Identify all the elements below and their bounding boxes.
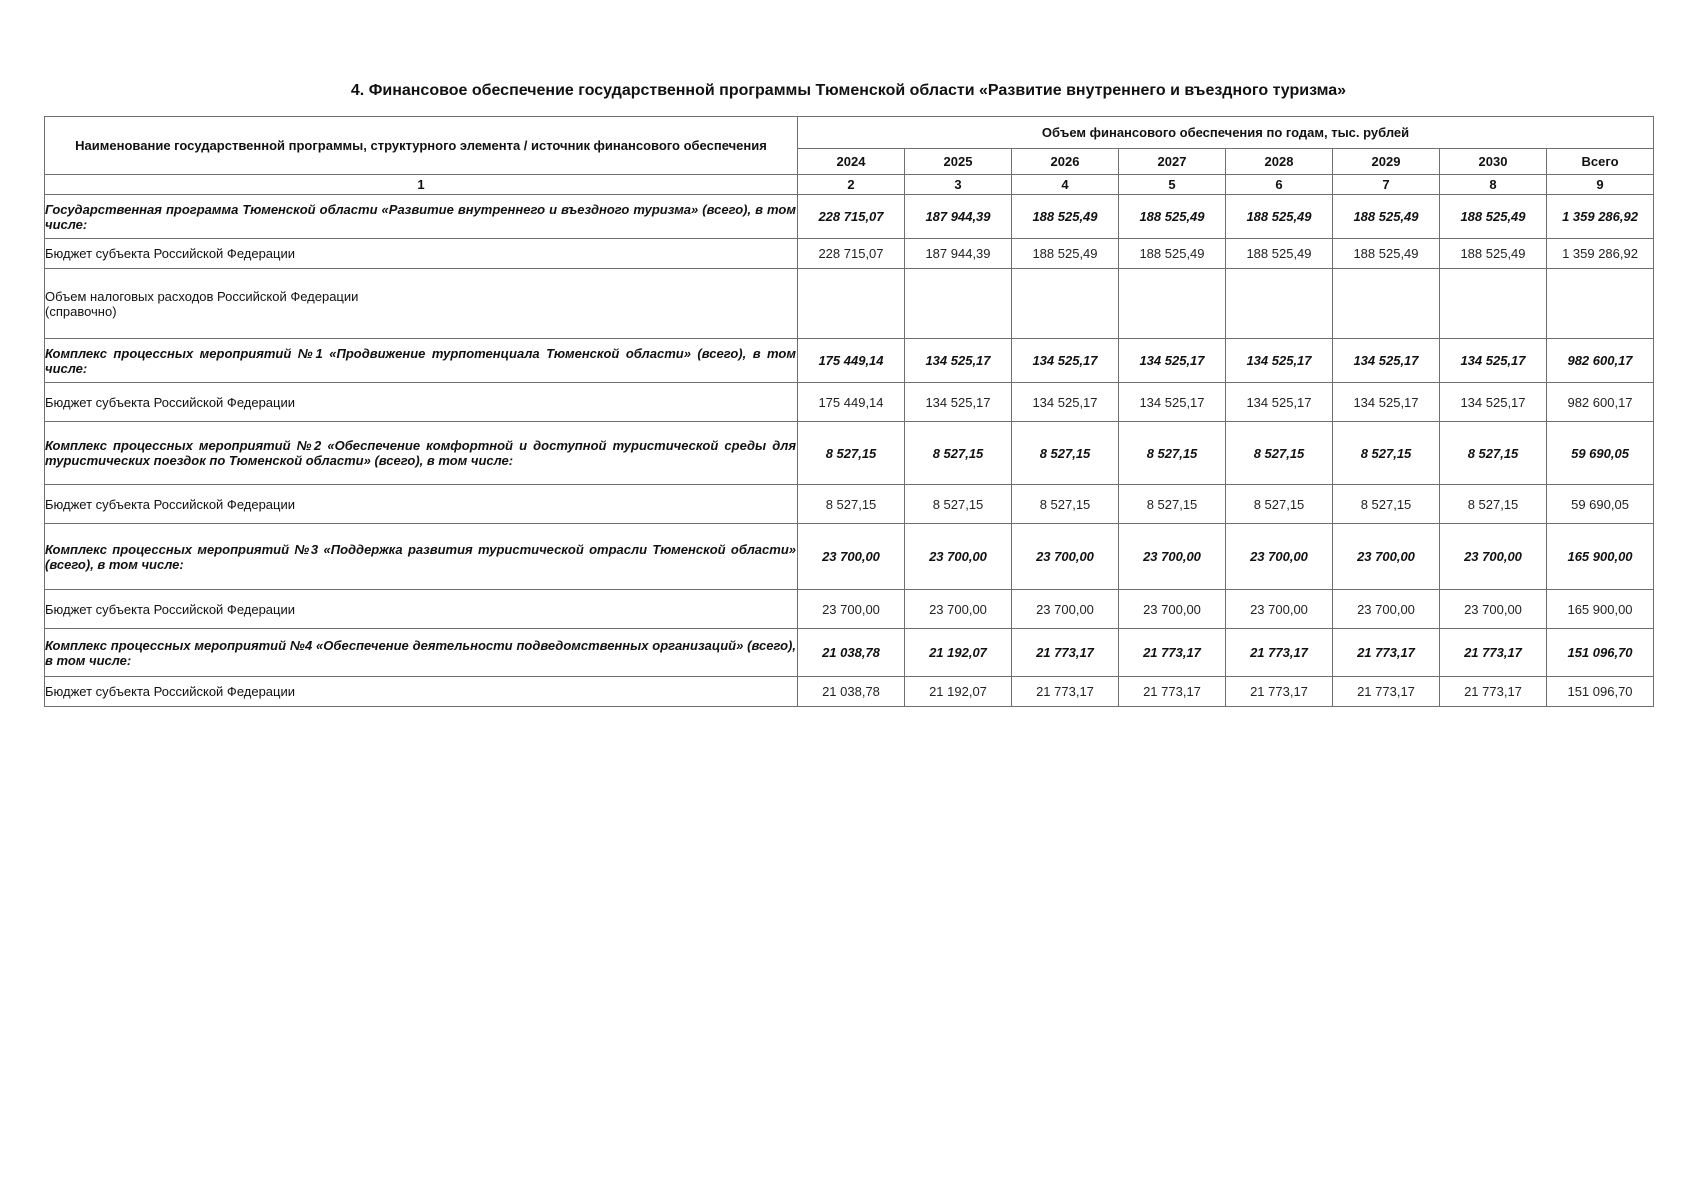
row-year-value [798, 269, 905, 339]
table-row-total [45, 195, 1654, 239]
index-row [45, 175, 1654, 195]
row-year-value: 8 527,15 [1226, 422, 1333, 485]
row-year-value [1119, 269, 1226, 339]
row-year-value: 188 525,49 [1012, 239, 1119, 269]
column-index: 2 [798, 175, 905, 195]
row-year-value: 23 700,00 [1440, 524, 1547, 590]
row-total-value: 982 600,17 [1547, 339, 1654, 383]
row-year-value [1226, 269, 1333, 339]
column-index: 3 [905, 175, 1012, 195]
row-name: Комплекс процессных мероприятий №2 «Обеспечение комфортной и доступной туристической среды для туристических поездок по Тюменской области» (всего), в том числе: [45, 422, 798, 485]
row-year-value: 21 773,17 [1119, 677, 1226, 707]
row-year-value: 23 700,00 [905, 590, 1012, 629]
row-name: Бюджет субъекта Российской Федерации [45, 677, 798, 707]
row-total-value: 151 096,70 [1547, 677, 1654, 707]
row-name: Объем налоговых расходов Российской Федерации (справочно) [45, 269, 798, 339]
row-year-value: 8 527,15 [1119, 422, 1226, 485]
row-year-value: 21 192,07 [905, 677, 1012, 707]
document-title: 4. Финансовое обеспечение государственной программы Тюменской области «Развитие внутреннего и въездного туризма» [350, 82, 1347, 99]
row-year-value: 23 700,00 [1012, 524, 1119, 590]
row-year-value: 134 525,17 [1226, 339, 1333, 383]
year-header: 2029 [1333, 149, 1440, 175]
row-year-value: 21 192,07 [905, 629, 1012, 677]
row-year-value: 21 773,17 [1333, 677, 1440, 707]
row-year-value [1440, 269, 1547, 339]
row-year-value: 187 944,39 [905, 239, 1012, 269]
row-year-value: 188 525,49 [1440, 195, 1547, 239]
row-year-value: 188 525,49 [1226, 239, 1333, 269]
row-total-value: 165 900,00 [1547, 524, 1654, 590]
column-index: 1 [45, 175, 798, 195]
row-total-value: 165 900,00 [1547, 590, 1654, 629]
table-row-total [45, 339, 1654, 383]
row-total-value: 982 600,17 [1547, 383, 1654, 422]
row-year-value [905, 269, 1012, 339]
row-year-value [1333, 269, 1440, 339]
column-index: 7 [1333, 175, 1440, 195]
row-year-value: 134 525,17 [1333, 339, 1440, 383]
row-year-value: 23 700,00 [1333, 590, 1440, 629]
row-year-value: 175 449,14 [798, 339, 905, 383]
row-year-value: 188 525,49 [1226, 195, 1333, 239]
row-year-value: 188 525,49 [1012, 195, 1119, 239]
row-year-value: 8 527,15 [1440, 485, 1547, 524]
row-year-value: 21 773,17 [1226, 677, 1333, 707]
table-row-total [45, 524, 1654, 590]
column-index: 4 [1012, 175, 1119, 195]
row-year-value: 188 525,49 [1333, 195, 1440, 239]
year-header: 2024 [798, 149, 905, 175]
row-name: Государственная программа Тюменской области «Развитие внутреннего и въездного туризма» (всего), в том числе: [45, 195, 798, 239]
row-year-value: 8 527,15 [798, 485, 905, 524]
row-year-value: 134 525,17 [905, 383, 1012, 422]
year-header: 2027 [1119, 149, 1226, 175]
row-total-value: 151 096,70 [1547, 629, 1654, 677]
row-year-value: 8 527,15 [1119, 485, 1226, 524]
year-header: 2028 [1226, 149, 1333, 175]
row-year-value: 8 527,15 [1226, 485, 1333, 524]
row-year-value: 188 525,49 [1119, 239, 1226, 269]
row-name: Комплекс процессных мероприятий №1 «Продвижение турпотенциала Тюменской области» (всего), в том числе: [45, 339, 798, 383]
row-year-value: 188 525,49 [1440, 239, 1547, 269]
row-year-value: 188 525,49 [1333, 239, 1440, 269]
row-year-value: 21 773,17 [1440, 677, 1547, 707]
table-row-total [45, 629, 1654, 677]
row-year-value: 21 773,17 [1012, 629, 1119, 677]
row-year-value: 23 700,00 [798, 524, 905, 590]
row-year-value: 134 525,17 [1440, 383, 1547, 422]
row-year-value: 134 525,17 [1226, 383, 1333, 422]
name-column-header: Наименование государственной программы, структурного элемента / источник финансового обеспечения [45, 117, 798, 175]
column-index: 5 [1119, 175, 1226, 195]
row-year-value: 21 773,17 [1333, 629, 1440, 677]
year-header: 2025 [905, 149, 1012, 175]
row-year-value: 23 700,00 [1333, 524, 1440, 590]
row-year-value: 8 527,15 [905, 485, 1012, 524]
row-year-value: 23 700,00 [1119, 590, 1226, 629]
row-year-value: 134 525,17 [1119, 383, 1226, 422]
row-name: Бюджет субъекта Российской Федерации [45, 383, 798, 422]
funding-group-header: Объем финансового обеспечения по годам, тыс. рублей [798, 117, 1654, 149]
column-index: 6 [1226, 175, 1333, 195]
row-year-value: 187 944,39 [905, 195, 1012, 239]
row-year-value: 21 773,17 [1119, 629, 1226, 677]
row-year-value: 8 527,15 [1333, 485, 1440, 524]
row-year-value: 175 449,14 [798, 383, 905, 422]
row-year-value: 23 700,00 [1440, 590, 1547, 629]
table-row [45, 485, 1654, 524]
row-year-value: 8 527,15 [1012, 485, 1119, 524]
row-year-value: 134 525,17 [1333, 383, 1440, 422]
row-name: Бюджет субъекта Российской Федерации [45, 485, 798, 524]
table-row [45, 239, 1654, 269]
row-total-value: 59 690,05 [1547, 485, 1654, 524]
year-header: 2030 [1440, 149, 1547, 175]
table-row-total [45, 422, 1654, 485]
row-year-value: 21 038,78 [798, 677, 905, 707]
row-name: Бюджет субъекта Российской Федерации [45, 239, 798, 269]
row-year-value: 21 038,78 [798, 629, 905, 677]
row-name: Бюджет субъекта Российской Федерации [45, 590, 798, 629]
table-row [45, 590, 1654, 629]
row-total-value: 1 359 286,92 [1547, 239, 1654, 269]
row-year-value: 228 715,07 [798, 239, 905, 269]
row-year-value: 134 525,17 [1012, 339, 1119, 383]
table-row [45, 383, 1654, 422]
table-row [45, 269, 1654, 339]
row-total-value [1547, 269, 1654, 339]
row-year-value: 23 700,00 [1226, 524, 1333, 590]
row-year-value: 134 525,17 [905, 339, 1012, 383]
row-year-value: 21 773,17 [1226, 629, 1333, 677]
row-year-value: 8 527,15 [1440, 422, 1547, 485]
row-year-value: 8 527,15 [905, 422, 1012, 485]
row-name: Комплекс процессных мероприятий №4 «Обеспечение деятельности подведомственных организаций» (всего), в том числе: [45, 629, 798, 677]
row-year-value: 134 525,17 [1119, 339, 1226, 383]
row-year-value: 23 700,00 [905, 524, 1012, 590]
row-year-value: 23 700,00 [1012, 590, 1119, 629]
row-year-value: 21 773,17 [1012, 677, 1119, 707]
row-year-value: 23 700,00 [1226, 590, 1333, 629]
table-row [45, 677, 1654, 707]
row-year-value: 8 527,15 [1333, 422, 1440, 485]
row-year-value: 23 700,00 [1119, 524, 1226, 590]
row-year-value: 21 773,17 [1440, 629, 1547, 677]
row-year-value: 134 525,17 [1012, 383, 1119, 422]
row-year-value: 134 525,17 [1440, 339, 1547, 383]
row-year-value: 8 527,15 [798, 422, 905, 485]
column-index: 9 [1547, 175, 1654, 195]
row-name: Комплекс процессных мероприятий №3 «Поддержка развития туристической отрасли Тюменской области» (всего), в том числе: [45, 524, 798, 590]
header-row-group [45, 117, 1654, 149]
row-year-value [1012, 269, 1119, 339]
table-body [45, 117, 1654, 707]
financing-table [44, 116, 1654, 707]
row-year-value: 228 715,07 [798, 195, 905, 239]
row-year-value: 188 525,49 [1119, 195, 1226, 239]
year-header: 2026 [1012, 149, 1119, 175]
row-total-value: 59 690,05 [1547, 422, 1654, 485]
total-header: Всего [1547, 149, 1654, 175]
column-index: 8 [1440, 175, 1547, 195]
row-year-value: 8 527,15 [1012, 422, 1119, 485]
row-year-value: 23 700,00 [798, 590, 905, 629]
row-total-value: 1 359 286,92 [1547, 195, 1654, 239]
